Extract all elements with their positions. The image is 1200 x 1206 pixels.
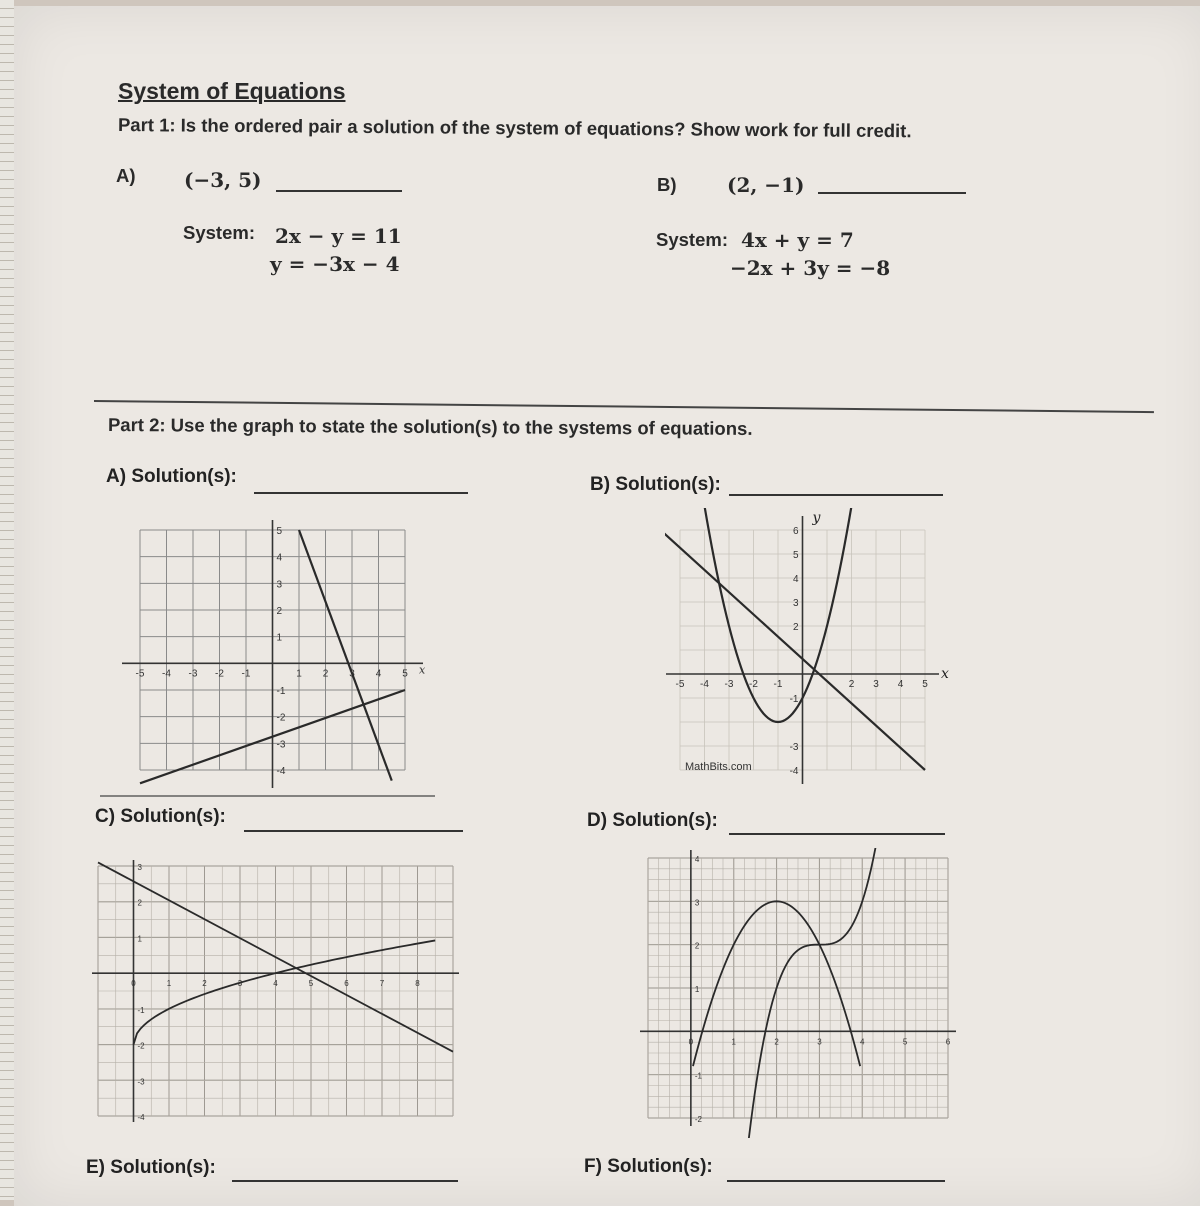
x-tick-label: 6 bbox=[945, 1037, 951, 1047]
y-tick-label: -4 bbox=[276, 766, 286, 777]
graph-b bbox=[665, 508, 955, 793]
y-tick-label: 5 bbox=[276, 526, 283, 537]
x-tick-label: 3 bbox=[873, 679, 879, 690]
graph-b-watermark: MathBits.com bbox=[685, 761, 752, 773]
part2-b-solution-blank[interactable] bbox=[729, 494, 943, 496]
x-tick-label: -2 bbox=[749, 679, 758, 690]
part2-d-solution-label: D) Solution(s): bbox=[587, 810, 718, 831]
y-tick-label: -1 bbox=[137, 1005, 145, 1015]
x-tick-label: -3 bbox=[188, 668, 198, 680]
y-tick-label: -3 bbox=[789, 742, 799, 753]
part2-f-solution-label: F) Solution(s): bbox=[584, 1156, 713, 1177]
graph-d-svg bbox=[628, 848, 963, 1138]
notebook-edge bbox=[0, 0, 14, 1200]
part1-b-eq2: −2x + 3y = −8 bbox=[730, 256, 891, 280]
graph-a-x-axis-label: x bbox=[419, 663, 426, 677]
part1-b-answer-blank[interactable] bbox=[818, 192, 966, 194]
x-tick-label: 2 bbox=[202, 979, 207, 989]
x-tick-label: 5 bbox=[402, 668, 408, 680]
y-tick-label: 3 bbox=[137, 863, 142, 872]
part2-e-solution-blank[interactable] bbox=[232, 1180, 458, 1182]
part1-a-eq2: y = −3x − 4 bbox=[270, 252, 400, 276]
x-tick-label: -4 bbox=[162, 668, 171, 680]
x-tick-label: 3 bbox=[349, 668, 355, 680]
part2-e-solution-label: E) Solution(s): bbox=[86, 1157, 216, 1178]
y-tick-label: 5 bbox=[792, 550, 799, 561]
x-tick-label: 5 bbox=[308, 979, 314, 989]
part1-b-label: B) bbox=[657, 174, 677, 195]
y-tick-label: -4 bbox=[789, 766, 799, 777]
y-tick-label: 3 bbox=[792, 598, 799, 609]
y-tick-label: 3 bbox=[276, 579, 283, 591]
x-tick-label: -3 bbox=[724, 679, 734, 690]
y-tick-label: -4 bbox=[137, 1113, 145, 1122]
x-tick-label: 1 bbox=[731, 1037, 736, 1047]
y-tick-label: -3 bbox=[276, 739, 286, 751]
part2-b-solution-label: B) Solution(s): bbox=[590, 474, 721, 495]
y-tick-label: -2 bbox=[276, 712, 286, 724]
x-tick-label: 4 bbox=[897, 679, 904, 690]
x-tick-label: 4 bbox=[273, 979, 278, 989]
part1-a-label: A) bbox=[116, 165, 136, 186]
part1-prompt: Is the ordered pair a solution of the system of equations? Show work for full credit. bbox=[180, 114, 912, 142]
x-tick-label: 0 bbox=[688, 1037, 694, 1047]
x-tick-label: 3 bbox=[237, 979, 243, 989]
y-tick-label: -3 bbox=[137, 1077, 145, 1087]
y-tick-label: 2 bbox=[276, 606, 283, 617]
x-tick-label: 7 bbox=[379, 979, 385, 989]
x-tick-label: 0 bbox=[131, 979, 136, 989]
graph-a-svg bbox=[100, 520, 435, 805]
y-tick-label: 1 bbox=[694, 985, 700, 994]
graph-a bbox=[100, 520, 435, 805]
x-tick-label: 4 bbox=[375, 668, 382, 680]
y-tick-label: 3 bbox=[694, 898, 700, 908]
part1-b-pair: (2, −1) bbox=[727, 173, 805, 197]
graph-c-svg bbox=[88, 852, 468, 1122]
y-tick-label: 1 bbox=[276, 632, 283, 644]
x-tick-label: 5 bbox=[922, 679, 928, 690]
y-tick-label: 2 bbox=[792, 622, 799, 633]
x-tick-label: -4 bbox=[700, 679, 709, 690]
part2-heading: Part 2: bbox=[107, 414, 166, 436]
graph-d-cubic bbox=[747, 848, 882, 1138]
x-tick-label: 4 bbox=[860, 1037, 865, 1047]
graph-c-sqrt-curve bbox=[134, 940, 436, 1044]
y-tick-label: 4 bbox=[276, 552, 283, 564]
worksheet-title: System of Equations bbox=[118, 78, 346, 104]
x-tick-label: -2 bbox=[215, 668, 224, 680]
part1-a-answer-blank[interactable] bbox=[276, 190, 402, 192]
x-tick-label: 1 bbox=[296, 668, 302, 680]
graph-b-y-axis-label: y bbox=[812, 510, 821, 526]
x-tick-label: 2 bbox=[848, 679, 855, 690]
part1-b-eq1: 4x + y = 7 bbox=[741, 228, 854, 252]
y-tick-label: 4 bbox=[792, 574, 799, 585]
part2-d-solution-blank[interactable] bbox=[729, 833, 945, 835]
x-tick-label: -1 bbox=[241, 668, 251, 680]
y-tick-label: 1 bbox=[137, 934, 142, 944]
x-tick-label: 2 bbox=[322, 668, 329, 680]
part2-prompt-line bbox=[108, 414, 753, 440]
part2-c-solution-blank[interactable] bbox=[244, 830, 463, 832]
x-tick-label: -5 bbox=[135, 668, 145, 680]
y-tick-label: -2 bbox=[694, 1115, 702, 1124]
x-tick-label: 6 bbox=[344, 979, 349, 989]
x-tick-label: 5 bbox=[902, 1037, 908, 1047]
y-tick-label: 2 bbox=[694, 941, 700, 951]
graph-b-x-axis-label: x bbox=[941, 666, 949, 682]
part1-a-eq1: 2x − y = 11 bbox=[275, 224, 402, 248]
part1-a-system-label: System: bbox=[183, 222, 255, 243]
graph-c bbox=[88, 852, 468, 1122]
x-tick-label: -1 bbox=[773, 679, 783, 690]
part2-a-solution-label: A) Solution(s): bbox=[106, 466, 237, 487]
x-tick-label: 8 bbox=[415, 979, 420, 989]
y-tick-label: 4 bbox=[694, 855, 700, 864]
y-tick-label: -1 bbox=[694, 1071, 702, 1081]
part2-f-solution-blank[interactable] bbox=[727, 1180, 945, 1182]
graph-b-svg bbox=[665, 508, 955, 793]
part1-b-system-label: System: bbox=[656, 229, 728, 250]
part1-heading: Part 1: bbox=[117, 114, 176, 136]
part2-prompt: Use the graph to state the solution(s) to the systems of equations. bbox=[170, 414, 753, 439]
x-tick-label: 2 bbox=[774, 1037, 779, 1047]
y-tick-label: 2 bbox=[137, 898, 142, 908]
y-tick-label: -1 bbox=[789, 694, 799, 705]
part2-c-solution-label: C) Solution(s): bbox=[95, 806, 226, 827]
part1-a-pair: (−3, 5) bbox=[184, 168, 262, 192]
y-tick-label: -1 bbox=[276, 686, 286, 697]
y-tick-label: -2 bbox=[137, 1041, 145, 1051]
y-tick-label: 6 bbox=[792, 526, 799, 537]
x-tick-label: 3 bbox=[817, 1037, 822, 1047]
part2-a-solution-blank[interactable] bbox=[254, 492, 468, 494]
x-tick-label: 1 bbox=[166, 979, 172, 989]
graph-d bbox=[628, 848, 963, 1138]
x-tick-label: -5 bbox=[675, 679, 685, 690]
